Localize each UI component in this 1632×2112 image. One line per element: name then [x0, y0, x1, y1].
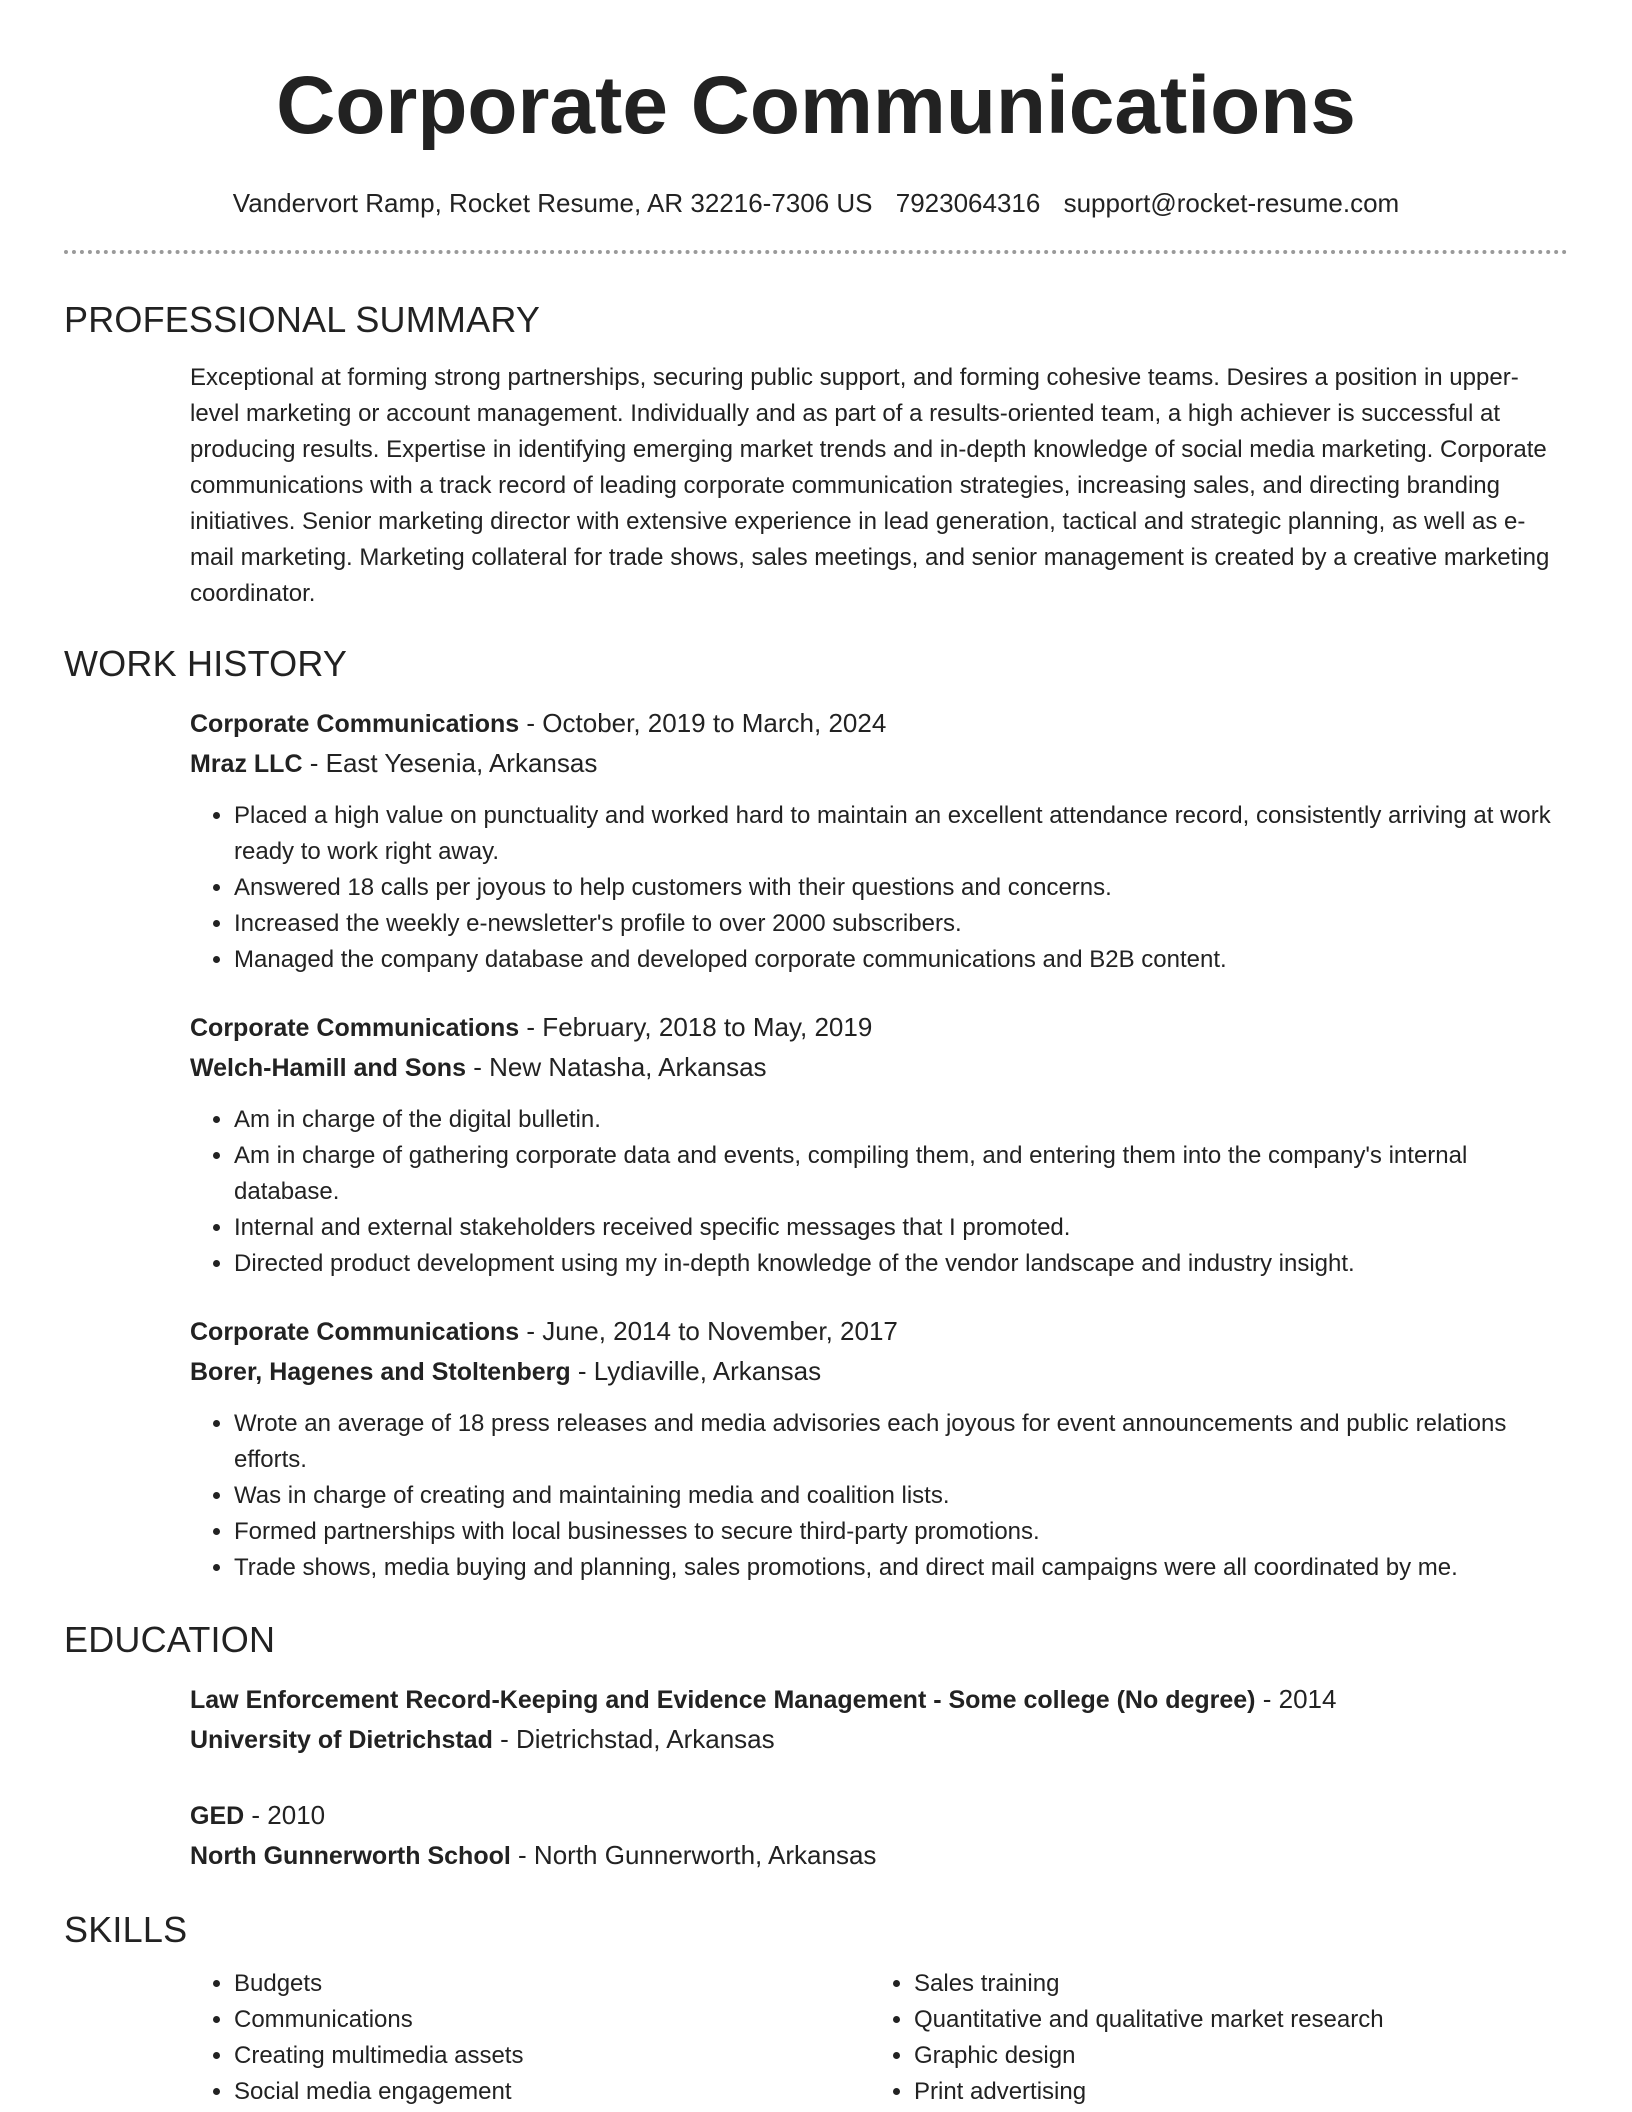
skill-item: • Print advertising: [914, 2074, 1550, 2110]
education-section: [190, 1680, 1568, 1876]
education-entry: [190, 1796, 1568, 1876]
contact-info: [64, 186, 1568, 220]
job-bullets: [190, 1102, 1568, 1282]
job-company: Welch-Hamill and Sons: [190, 1054, 466, 1082]
job-company-line: [190, 1048, 1568, 1088]
education-degree-line: [190, 1680, 1568, 1720]
header-divider: [64, 250, 1568, 254]
education-entry: [190, 1680, 1568, 1760]
education-school-line: [190, 1720, 1568, 1760]
skill-item: • Quantitative and qualitative market research: [914, 2002, 1550, 2038]
education-location: - North Gunnerworth, Arkansas: [510, 1840, 877, 1870]
section-title-summary: PROFESSIONAL SUMMARY: [64, 299, 541, 340]
job-company-line: [190, 1352, 1568, 1392]
skill-item: • Social media engagement: [234, 2074, 870, 2110]
job-bullets: [190, 798, 1568, 978]
job-company: Borer, Hagenes and Stoltenberg: [190, 1358, 571, 1386]
job-bullet: • Managed the company database and developed corporate communications and B2B content.: [234, 942, 1568, 978]
education-school: North Gunnerworth School: [190, 1842, 511, 1870]
skill-item: • Sales training: [914, 1966, 1550, 2002]
education-degree: Law Enforcement Record-Keeping and Evidence Management - Some college (No degree): [190, 1686, 1256, 1714]
job-bullet: • Answered 18 calls per joyous to help customers with their questions and concerns.: [234, 870, 1568, 906]
job-bullet: • Was in charge of creating and maintaining media and coalition lists.: [234, 1478, 1568, 1514]
job-entry: [190, 704, 1568, 978]
job-dates: - February, 2018 to May, 2019: [519, 1012, 873, 1042]
education-school: University of Dietrichstad: [190, 1726, 493, 1754]
job-dates: - October, 2019 to March, 2024: [519, 708, 887, 738]
job-role: Corporate Communications: [190, 710, 520, 738]
job-bullet: • Directed product development using my in-depth knowledge of the vendor landscape and industry insight.: [234, 1246, 1568, 1282]
job-role: Corporate Communications: [190, 1014, 520, 1042]
job-bullet: • Am in charge of the digital bulletin.: [234, 1102, 1568, 1138]
skills-list-right: [870, 1966, 1550, 2110]
job-company-line: [190, 744, 1568, 784]
education-year: - 2014: [1255, 1684, 1337, 1714]
job-bullet: • Increased the weekly e-newsletter's profile to over 2000 subscribers.: [234, 906, 1568, 942]
job-dates: - June, 2014 to November, 2017: [519, 1316, 898, 1346]
summary-section: [190, 360, 1568, 612]
job-role: Corporate Communications: [190, 1318, 520, 1346]
education-location: - Dietrichstad, Arkansas: [492, 1724, 775, 1754]
job-bullet: • Internal and external stakeholders received specific messages that I promoted.: [234, 1210, 1568, 1246]
skill-item: • Graphic design: [914, 2038, 1550, 2074]
education-degree-line: [190, 1796, 1568, 1836]
job-location: - New Natasha, Arkansas: [465, 1052, 767, 1082]
skills-list-left: [190, 1966, 870, 2110]
education-year: - 2010: [244, 1800, 326, 1830]
job-company: Mraz LLC: [190, 750, 303, 778]
job-bullet: • Trade shows, media buying and planning, sales promotions, and direct mail campaigns were all coordinated by me.: [234, 1550, 1568, 1586]
section-title-education: EDUCATION: [64, 1619, 276, 1660]
job-bullet: • Formed partnerships with local businesses to secure third-party promotions.: [234, 1514, 1568, 1550]
job-entry: [190, 1008, 1568, 1282]
job-title-line: [190, 1008, 1568, 1048]
education-school-line: [190, 1836, 1568, 1876]
job-bullets: [190, 1406, 1568, 1586]
resume-name: Corporate Communications: [276, 60, 1356, 151]
skills-section: [190, 1966, 1568, 2110]
section-title-work-history: WORK HISTORY: [64, 643, 348, 684]
contact-email: support@rocket-resume.com: [1063, 188, 1400, 218]
contact-address: Vandervort Ramp, Rocket Resume, AR 32216-7306 US: [232, 188, 873, 218]
job-location: - East Yesenia, Arkansas: [302, 748, 598, 778]
work-history-section: [190, 704, 1568, 1586]
job-bullet: • Placed a high value on punctuality and worked hard to maintain an excellent attendance record, consistently arriving at work ready to work right away.: [234, 798, 1568, 870]
job-entry: [190, 1312, 1568, 1586]
education-degree: GED: [190, 1802, 245, 1830]
contact-phone: 7923064316: [895, 188, 1041, 218]
summary-text: Exceptional at forming strong partnerships, securing public support, and forming cohesive teams. Desires a position in upper-level marketing or account management. Individually and as part of a results-oriented team, a high achiever is successful at producing results. Expertise in identifying emerging market trends and in-depth knowledge of social media marketing. Corporate communications with a track record of leading corporate communication strategies, increasing sales, and directing branding initiatives. Senior marketing director with extensive experience in lead generation, tactical and strategic planning, as well as e-mail marketing. Marketing collateral for trade shows, sales meetings, and senior management is created by a creative marketing coordinator.: [190, 364, 1550, 607]
skill-item: • Creating multimedia assets: [234, 2038, 870, 2074]
skill-item: • Budgets: [234, 1966, 870, 2002]
skill-item: • Communications: [234, 2002, 870, 2038]
job-bullet: • Wrote an average of 18 press releases and media advisories each joyous for event announcements and public relations efforts.: [234, 1406, 1568, 1478]
job-location: - Lydiaville, Arkansas: [570, 1356, 822, 1386]
job-bullet: • Am in charge of gathering corporate data and events, compiling them, and entering them into the company's internal database.: [234, 1138, 1568, 1210]
job-title-line: [190, 704, 1568, 744]
section-title-skills: SKILLS: [64, 1909, 188, 1950]
job-title-line: [190, 1312, 1568, 1352]
